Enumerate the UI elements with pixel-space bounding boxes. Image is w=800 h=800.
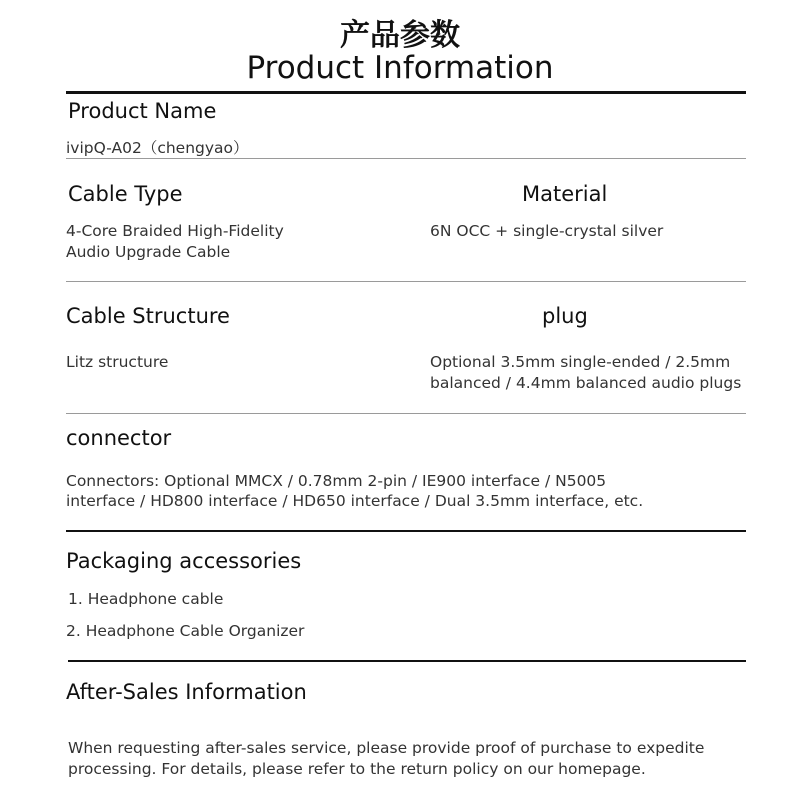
after-sales-text-line2: processing. For details, please refer to the return policy on our homepage. [68, 760, 646, 778]
plug-value-line2: balanced / 4.4mm balanced audio plugs [430, 374, 742, 392]
after-sales-label: After-Sales Information [66, 680, 307, 704]
page-title-chinese: 产品参数 [340, 18, 460, 53]
product-name-value: ivipQ-A02（chengyao） [66, 139, 249, 157]
plug-value-line1: Optional 3.5mm single-ended / 2.5mm [430, 353, 731, 371]
cable-structure-label: Cable Structure [66, 304, 230, 328]
connector-value-line1: Connectors: Optional MMCX / 0.78mm 2-pin / IE900 interface / N5005 [66, 472, 607, 490]
divider [66, 413, 746, 414]
divider [66, 158, 746, 159]
divider [66, 281, 746, 282]
connector-value-line2: interface / HD800 interface / HD650 interface / Dual 3.5mm interface, etc. [66, 492, 644, 510]
material-value: 6N OCC + single-crystal silver [430, 222, 664, 240]
connector-label: connector [66, 426, 172, 450]
list-item: 2. Headphone Cable Organizer [66, 622, 305, 640]
cable-structure-value: Litz structure [66, 353, 169, 371]
packaging-label: Packaging accessories [66, 549, 302, 573]
cable-type-value-line2: Audio Upgrade Cable [66, 243, 231, 261]
divider [66, 530, 746, 532]
after-sales-text-line1: When requesting after-sales service, please provide proof of purchase to expedite [68, 739, 705, 757]
list-item: 1. Headphone cable [68, 590, 224, 608]
cable-type-value-line1: 4-Core Braided High-Fidelity [66, 222, 284, 240]
material-label: Material [522, 182, 608, 206]
divider [68, 660, 746, 662]
product-name-label: Product Name [68, 99, 217, 123]
page-title: Product Information [246, 50, 554, 86]
cable-type-label: Cable Type [68, 182, 183, 206]
header-divider [66, 91, 746, 94]
plug-label: plug [542, 304, 588, 328]
